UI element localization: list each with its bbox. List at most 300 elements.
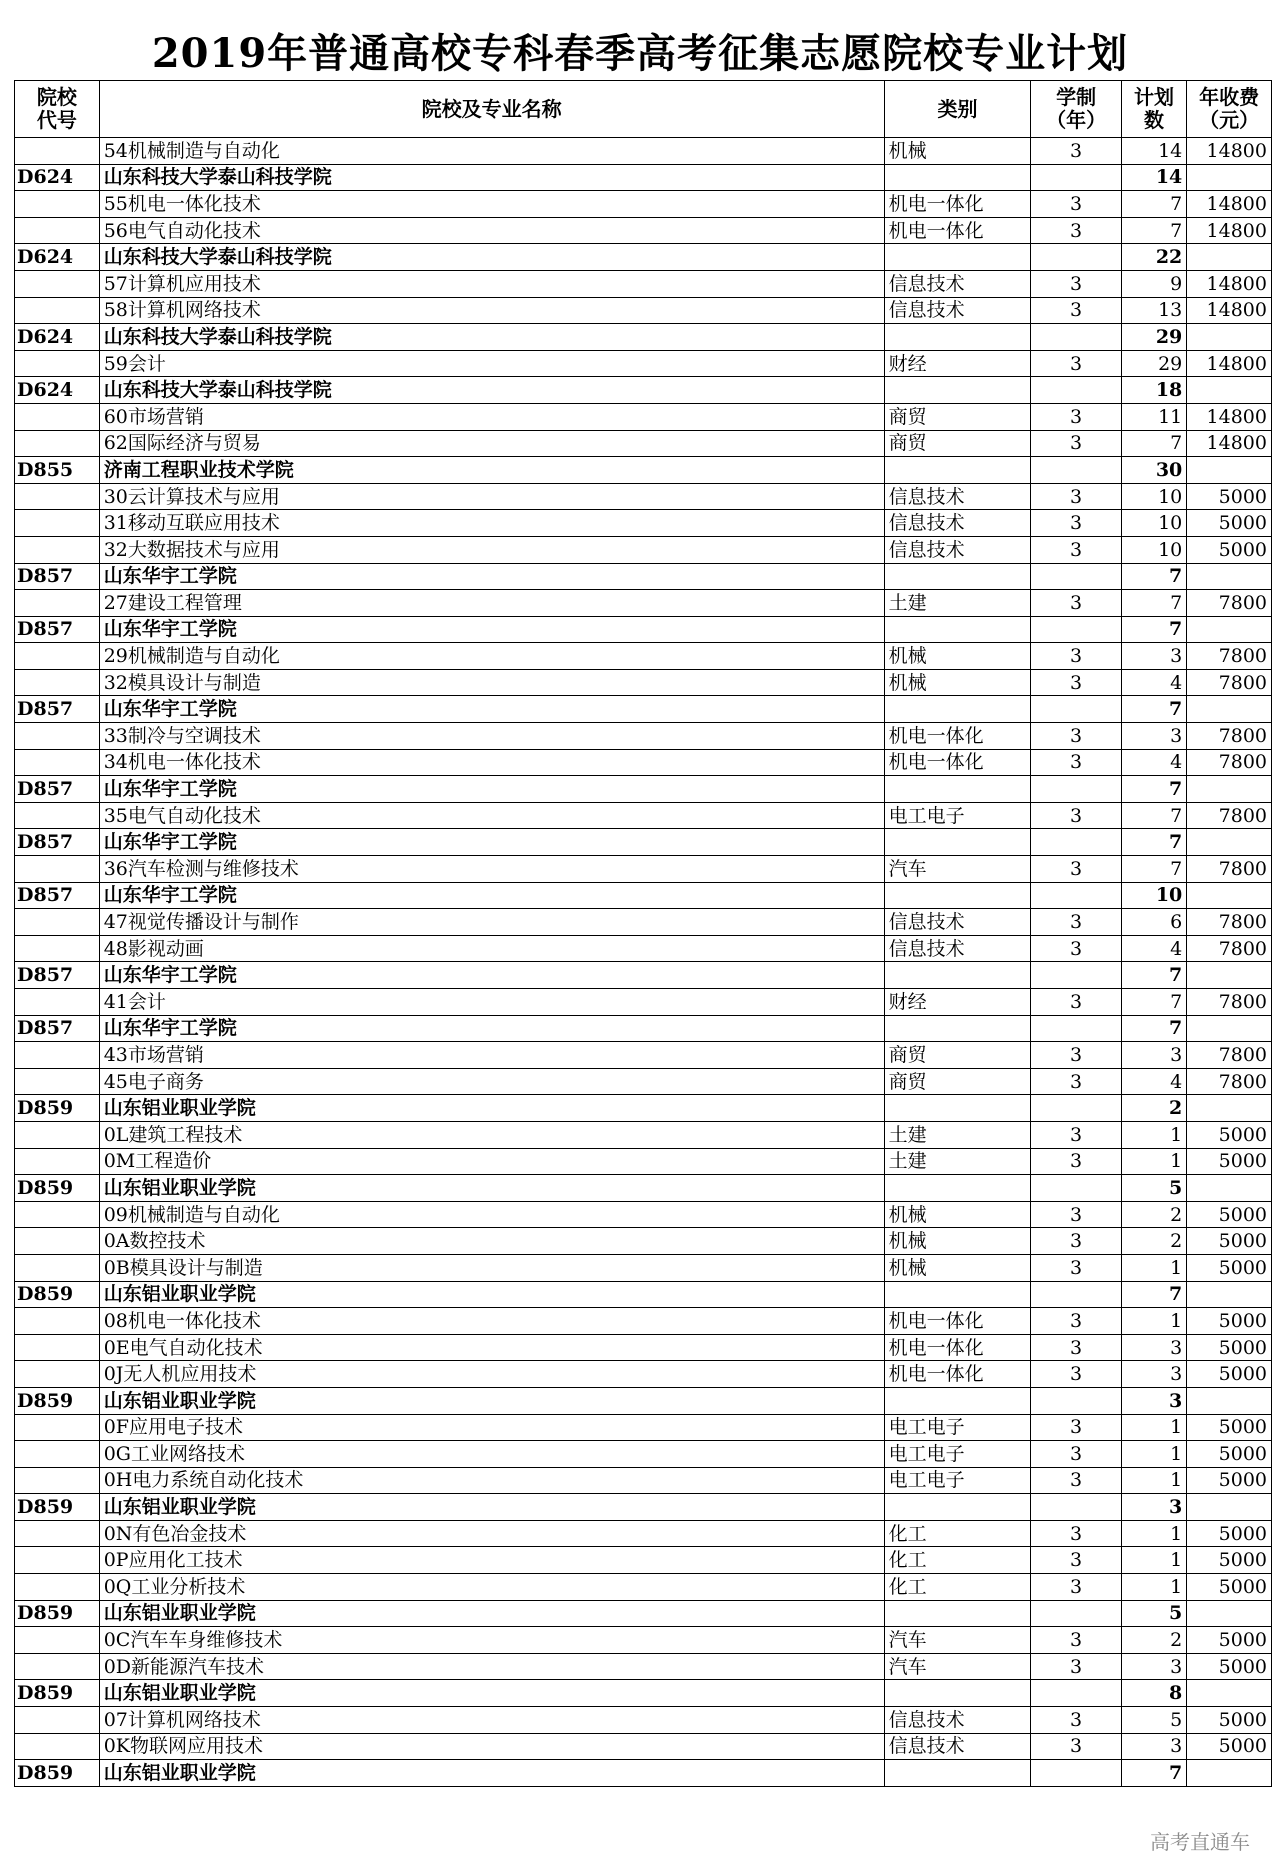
years-cell: 3: [1031, 510, 1121, 537]
years-cell: 3: [1031, 483, 1121, 510]
category-cell: 财经: [884, 350, 1031, 377]
plan-cell: 2: [1121, 1627, 1187, 1654]
fee-cell: 5000: [1187, 1441, 1272, 1468]
school-row: [15, 776, 1272, 803]
category-cell: 汽车: [884, 1627, 1031, 1654]
years-cell: [1031, 1680, 1121, 1707]
category-cell: [884, 324, 1031, 351]
fee-cell: 5000: [1187, 1414, 1272, 1441]
fee-cell: 7800: [1187, 935, 1272, 962]
fee-cell: 5000: [1187, 1228, 1272, 1255]
header-fee: 年收费 （元）: [1187, 81, 1272, 138]
name-cell: 07计算机网络技术: [99, 1707, 884, 1734]
category-cell: 汽车: [884, 856, 1031, 883]
fee-cell: [1187, 164, 1272, 191]
category-cell: 电工电子: [884, 1467, 1031, 1494]
years-cell: [1031, 829, 1121, 856]
plan-cell: 1: [1121, 1414, 1187, 1441]
major-row: [15, 1068, 1272, 1095]
name-cell: 30云计算技术与应用: [99, 483, 884, 510]
fee-cell: [1187, 1095, 1272, 1122]
major-row: [15, 510, 1272, 537]
watermark: 高考直通车: [1150, 1830, 1250, 1854]
fee-cell: 7800: [1187, 802, 1272, 829]
code-cell: D624: [15, 164, 100, 191]
name-cell: 57计算机应用技术: [99, 270, 884, 297]
years-cell: [1031, 563, 1121, 590]
plan-cell: 7: [1121, 217, 1187, 244]
plan-cell: 18: [1121, 377, 1187, 404]
name-cell: 0C汽车车身维修技术: [99, 1627, 884, 1654]
plan-cell: 4: [1121, 749, 1187, 776]
fee-cell: 14800: [1187, 430, 1272, 457]
fee-cell: 14800: [1187, 403, 1272, 430]
major-row: [15, 1361, 1272, 1388]
fee-cell: 5000: [1187, 1308, 1272, 1335]
name-cell: 62国际经济与贸易: [99, 430, 884, 457]
years-cell: [1031, 377, 1121, 404]
name-cell: 山东华宇工学院: [99, 616, 884, 643]
major-row: [15, 138, 1272, 165]
years-cell: 3: [1031, 643, 1121, 670]
code-cell: [15, 1707, 100, 1734]
code-cell: [15, 989, 100, 1016]
category-cell: 电工电子: [884, 1414, 1031, 1441]
name-cell: 山东科技大学泰山科技学院: [99, 164, 884, 191]
years-cell: 3: [1031, 1308, 1121, 1335]
code-cell: [15, 749, 100, 776]
fee-cell: 5000: [1187, 1334, 1272, 1361]
plan-cell: 5: [1121, 1600, 1187, 1627]
years-cell: 3: [1031, 191, 1121, 218]
category-cell: 商贸: [884, 1068, 1031, 1095]
plan-cell: 1: [1121, 1121, 1187, 1148]
fee-cell: [1187, 563, 1272, 590]
fee-cell: [1187, 776, 1272, 803]
category-cell: 财经: [884, 989, 1031, 1016]
category-cell: 机械: [884, 643, 1031, 670]
category-cell: 机电一体化: [884, 723, 1031, 750]
fee-cell: 7800: [1187, 989, 1272, 1016]
fee-cell: 5000: [1187, 483, 1272, 510]
name-cell: 0E电气自动化技术: [99, 1334, 884, 1361]
name-cell: 0N有色冶金技术: [99, 1520, 884, 1547]
plan-cell: 3: [1121, 1334, 1187, 1361]
major-row: [15, 430, 1272, 457]
category-cell: 信息技术: [884, 297, 1031, 324]
code-cell: D855: [15, 457, 100, 484]
years-cell: [1031, 1095, 1121, 1122]
name-cell: 59会计: [99, 350, 884, 377]
major-row: [15, 935, 1272, 962]
major-row: [15, 1441, 1272, 1468]
category-cell: [884, 1760, 1031, 1787]
plan-cell: 3: [1121, 1361, 1187, 1388]
plan-cell: 6: [1121, 909, 1187, 936]
fee-cell: 7800: [1187, 1068, 1272, 1095]
major-row: [15, 536, 1272, 563]
plan-cell: 10: [1121, 510, 1187, 537]
category-cell: 信息技术: [884, 483, 1031, 510]
years-cell: 3: [1031, 1042, 1121, 1069]
category-cell: [884, 563, 1031, 590]
plan-cell: 8: [1121, 1680, 1187, 1707]
major-row: [15, 989, 1272, 1016]
name-cell: 31移动互联应用技术: [99, 510, 884, 537]
code-cell: [15, 856, 100, 883]
plan-cell: 3: [1121, 1042, 1187, 1069]
years-cell: 3: [1031, 1733, 1121, 1760]
code-cell: [15, 1627, 100, 1654]
code-cell: D624: [15, 244, 100, 271]
name-cell: 56电气自动化技术: [99, 217, 884, 244]
years-cell: [1031, 457, 1121, 484]
category-cell: 土建: [884, 590, 1031, 617]
plan-cell: 10: [1121, 536, 1187, 563]
plan-cell: 1: [1121, 1148, 1187, 1175]
fee-cell: [1187, 882, 1272, 909]
years-cell: [1031, 1015, 1121, 1042]
plan-cell: 29: [1121, 324, 1187, 351]
code-cell: [15, 1228, 100, 1255]
fee-cell: 5000: [1187, 1254, 1272, 1281]
plan-cell: 5: [1121, 1707, 1187, 1734]
name-cell: 山东铝业职业学院: [99, 1281, 884, 1308]
school-row: [15, 377, 1272, 404]
plan-cell: 30: [1121, 457, 1187, 484]
plan-cell: 4: [1121, 935, 1187, 962]
years-cell: 3: [1031, 430, 1121, 457]
category-cell: 机械: [884, 669, 1031, 696]
plan-cell: 3: [1121, 1733, 1187, 1760]
school-row: [15, 244, 1272, 271]
fee-cell: 5000: [1187, 1574, 1272, 1601]
plan-cell: 7: [1121, 856, 1187, 883]
name-cell: 山东华宇工学院: [99, 962, 884, 989]
major-row: [15, 1334, 1272, 1361]
code-cell: [15, 590, 100, 617]
category-cell: 机电一体化: [884, 1361, 1031, 1388]
name-cell: 山东科技大学泰山科技学院: [99, 324, 884, 351]
code-cell: [15, 138, 100, 165]
code-cell: D859: [15, 1760, 100, 1787]
years-cell: [1031, 1494, 1121, 1521]
school-row: [15, 829, 1272, 856]
years-cell: 3: [1031, 1520, 1121, 1547]
code-cell: D857: [15, 696, 100, 723]
years-cell: [1031, 616, 1121, 643]
fee-cell: [1187, 962, 1272, 989]
fee-cell: [1187, 377, 1272, 404]
plan-cell: 1: [1121, 1574, 1187, 1601]
code-cell: [15, 483, 100, 510]
major-row: [15, 1228, 1272, 1255]
years-cell: 3: [1031, 909, 1121, 936]
years-cell: 3: [1031, 297, 1121, 324]
fee-cell: 7800: [1187, 590, 1272, 617]
years-cell: 3: [1031, 1627, 1121, 1654]
category-cell: 电工电子: [884, 1441, 1031, 1468]
major-row: [15, 483, 1272, 510]
category-cell: 机电一体化: [884, 191, 1031, 218]
code-cell: [15, 1201, 100, 1228]
fee-cell: 7800: [1187, 1042, 1272, 1069]
years-cell: 3: [1031, 1547, 1121, 1574]
code-cell: D857: [15, 616, 100, 643]
years-cell: 3: [1031, 935, 1121, 962]
plan-cell: 7: [1121, 1281, 1187, 1308]
code-cell: [15, 270, 100, 297]
category-cell: [884, 244, 1031, 271]
fee-cell: 5000: [1187, 1201, 1272, 1228]
code-cell: [15, 430, 100, 457]
category-cell: [884, 962, 1031, 989]
fee-cell: 5000: [1187, 1707, 1272, 1734]
name-cell: 32模具设计与制造: [99, 669, 884, 696]
name-cell: 山东铝业职业学院: [99, 1387, 884, 1414]
category-cell: 机械: [884, 138, 1031, 165]
major-row: [15, 909, 1272, 936]
plan-cell: 7: [1121, 776, 1187, 803]
plan-cell: 22: [1121, 244, 1187, 271]
major-row: [15, 1707, 1272, 1734]
plan-cell: 7: [1121, 590, 1187, 617]
fee-cell: 14800: [1187, 217, 1272, 244]
major-row: [15, 217, 1272, 244]
fee-cell: 14800: [1187, 297, 1272, 324]
name-cell: 山东华宇工学院: [99, 563, 884, 590]
code-cell: [15, 297, 100, 324]
plan-cell: 7: [1121, 563, 1187, 590]
code-cell: D859: [15, 1600, 100, 1627]
category-cell: [884, 1175, 1031, 1202]
major-row: [15, 1148, 1272, 1175]
name-cell: 41会计: [99, 989, 884, 1016]
fee-cell: 5000: [1187, 1361, 1272, 1388]
school-row: [15, 1760, 1272, 1787]
name-cell: 山东华宇工学院: [99, 696, 884, 723]
name-cell: 山东华宇工学院: [99, 829, 884, 856]
years-cell: [1031, 164, 1121, 191]
category-cell: [884, 696, 1031, 723]
name-cell: 45电子商务: [99, 1068, 884, 1095]
school-row: [15, 1387, 1272, 1414]
code-cell: [15, 191, 100, 218]
years-cell: 3: [1031, 1653, 1121, 1680]
header-category: 类别: [884, 81, 1031, 138]
years-cell: 3: [1031, 1441, 1121, 1468]
school-row: [15, 696, 1272, 723]
code-cell: D857: [15, 882, 100, 909]
category-cell: 电工电子: [884, 802, 1031, 829]
years-cell: [1031, 1387, 1121, 1414]
plan-cell: 14: [1121, 138, 1187, 165]
plan-cell: 11: [1121, 403, 1187, 430]
fee-cell: [1187, 1175, 1272, 1202]
plan-cell: 4: [1121, 1068, 1187, 1095]
major-row: [15, 590, 1272, 617]
code-cell: [15, 935, 100, 962]
fee-cell: [1187, 1760, 1272, 1787]
header-code: 院校 代号: [15, 81, 100, 138]
name-cell: 0P应用化工技术: [99, 1547, 884, 1574]
header-plan: 计划 数: [1121, 81, 1187, 138]
plan-cell: 7: [1121, 802, 1187, 829]
years-cell: 3: [1031, 723, 1121, 750]
major-row: [15, 1520, 1272, 1547]
years-cell: [1031, 1760, 1121, 1787]
category-cell: [884, 377, 1031, 404]
name-cell: 55机电一体化技术: [99, 191, 884, 218]
major-row: [15, 856, 1272, 883]
school-row: [15, 1680, 1272, 1707]
category-cell: [884, 164, 1031, 191]
code-cell: D857: [15, 563, 100, 590]
category-cell: 机械: [884, 1201, 1031, 1228]
code-cell: [15, 1467, 100, 1494]
fee-cell: 7800: [1187, 856, 1272, 883]
years-cell: 3: [1031, 1121, 1121, 1148]
category-cell: 信息技术: [884, 536, 1031, 563]
code-cell: [15, 1547, 100, 1574]
name-cell: 0A数控技术: [99, 1228, 884, 1255]
major-row: [15, 297, 1272, 324]
category-cell: 机电一体化: [884, 1334, 1031, 1361]
years-cell: 3: [1031, 669, 1121, 696]
school-row: [15, 962, 1272, 989]
major-row: [15, 1467, 1272, 1494]
category-cell: 机电一体化: [884, 749, 1031, 776]
category-cell: [884, 616, 1031, 643]
years-cell: 3: [1031, 536, 1121, 563]
years-cell: [1031, 1600, 1121, 1627]
name-cell: 32大数据技术与应用: [99, 536, 884, 563]
category-cell: 机电一体化: [884, 1308, 1031, 1335]
fee-cell: 5000: [1187, 1627, 1272, 1654]
name-cell: 34机电一体化技术: [99, 749, 884, 776]
name-cell: 山东铝业职业学院: [99, 1760, 884, 1787]
years-cell: 3: [1031, 1707, 1121, 1734]
code-cell: [15, 1574, 100, 1601]
plan-cell: 7: [1121, 191, 1187, 218]
school-row: [15, 1095, 1272, 1122]
code-cell: [15, 1148, 100, 1175]
code-cell: [15, 1254, 100, 1281]
major-row: [15, 802, 1272, 829]
name-cell: 33制冷与空调技术: [99, 723, 884, 750]
category-cell: [884, 776, 1031, 803]
fee-cell: 7800: [1187, 749, 1272, 776]
years-cell: 3: [1031, 1228, 1121, 1255]
years-cell: 3: [1031, 1574, 1121, 1601]
years-cell: 3: [1031, 1467, 1121, 1494]
major-row: [15, 1042, 1272, 1069]
code-cell: [15, 1068, 100, 1095]
major-row: [15, 1627, 1272, 1654]
name-cell: 山东华宇工学院: [99, 776, 884, 803]
code-cell: D857: [15, 829, 100, 856]
category-cell: 化工: [884, 1547, 1031, 1574]
name-cell: 0F应用电子技术: [99, 1414, 884, 1441]
years-cell: [1031, 776, 1121, 803]
major-row: [15, 669, 1272, 696]
name-cell: 0D新能源汽车技术: [99, 1653, 884, 1680]
plan-cell: 7: [1121, 1015, 1187, 1042]
name-cell: 0G工业网络技术: [99, 1441, 884, 1468]
plan-cell: 13: [1121, 297, 1187, 324]
name-cell: 济南工程职业技术学院: [99, 457, 884, 484]
school-row: [15, 1175, 1272, 1202]
fee-cell: 5000: [1187, 1121, 1272, 1148]
years-cell: 3: [1031, 1254, 1121, 1281]
name-cell: 0J无人机应用技术: [99, 1361, 884, 1388]
years-cell: 3: [1031, 270, 1121, 297]
fee-cell: [1187, 1680, 1272, 1707]
major-row: [15, 723, 1272, 750]
fee-cell: [1187, 696, 1272, 723]
name-cell: 08机电一体化技术: [99, 1308, 884, 1335]
code-cell: [15, 350, 100, 377]
years-cell: 3: [1031, 138, 1121, 165]
major-row: [15, 1547, 1272, 1574]
name-cell: 山东铝业职业学院: [99, 1175, 884, 1202]
code-cell: D857: [15, 776, 100, 803]
code-cell: [15, 403, 100, 430]
code-cell: [15, 909, 100, 936]
fee-cell: 7800: [1187, 669, 1272, 696]
category-cell: 信息技术: [884, 510, 1031, 537]
category-cell: 机械: [884, 1254, 1031, 1281]
major-row: [15, 403, 1272, 430]
years-cell: 3: [1031, 856, 1121, 883]
fee-cell: 7800: [1187, 909, 1272, 936]
school-row: [15, 1494, 1272, 1521]
code-cell: [15, 217, 100, 244]
name-cell: 29机械制造与自动化: [99, 643, 884, 670]
plan-cell: 10: [1121, 882, 1187, 909]
category-cell: 化工: [884, 1574, 1031, 1601]
years-cell: [1031, 962, 1121, 989]
years-cell: 3: [1031, 749, 1121, 776]
code-cell: D859: [15, 1494, 100, 1521]
category-cell: 信息技术: [884, 270, 1031, 297]
name-cell: 35电气自动化技术: [99, 802, 884, 829]
code-cell: D624: [15, 324, 100, 351]
plan-cell: 9: [1121, 270, 1187, 297]
category-cell: [884, 1015, 1031, 1042]
category-cell: 化工: [884, 1520, 1031, 1547]
code-cell: D624: [15, 377, 100, 404]
code-cell: [15, 1308, 100, 1335]
fee-cell: 5000: [1187, 1148, 1272, 1175]
school-row: [15, 882, 1272, 909]
plan-cell: 7: [1121, 962, 1187, 989]
name-cell: 山东华宇工学院: [99, 882, 884, 909]
category-cell: [884, 1680, 1031, 1707]
category-cell: [884, 1387, 1031, 1414]
category-cell: 信息技术: [884, 935, 1031, 962]
plan-cell: 2: [1121, 1095, 1187, 1122]
category-cell: 土建: [884, 1121, 1031, 1148]
category-cell: 商贸: [884, 430, 1031, 457]
header-years: 学制 （年）: [1031, 81, 1121, 138]
major-row: [15, 1733, 1272, 1760]
fee-cell: [1187, 1015, 1272, 1042]
school-row: [15, 1600, 1272, 1627]
name-cell: 山东铝业职业学院: [99, 1680, 884, 1707]
fee-cell: [1187, 1494, 1272, 1521]
name-cell: 54机械制造与自动化: [99, 138, 884, 165]
